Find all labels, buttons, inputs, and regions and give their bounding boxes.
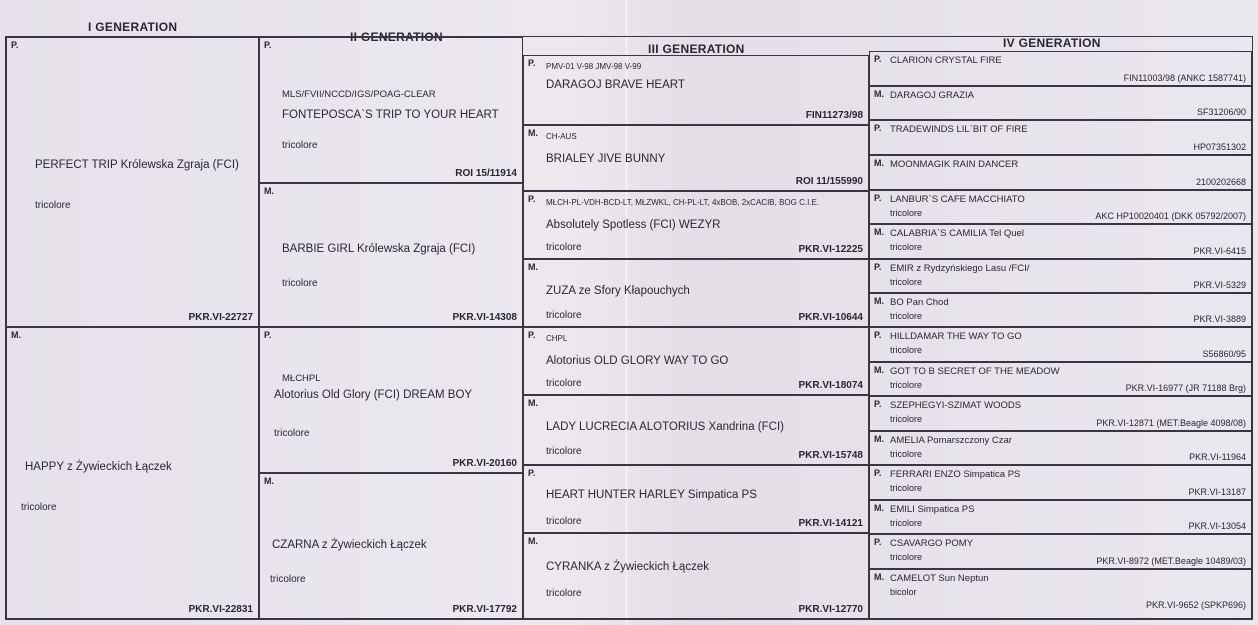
dam-marker: M. xyxy=(264,476,274,486)
g2-2-reg: PKR.VI-14308 xyxy=(452,312,517,323)
dam-marker: M. xyxy=(874,503,884,513)
g1-sire-reg: PKR.VI-22727 xyxy=(188,312,253,323)
g2-1-color: tricolore xyxy=(282,140,318,151)
g3-7-name: HEART HUNTER HARLEY Simpatica PS xyxy=(546,489,757,501)
g3-4-color: tricolore xyxy=(546,310,582,321)
g4-12-name: AMELIA Pomarszczony Czar xyxy=(890,435,1012,446)
g4-cell-4 xyxy=(869,155,1252,190)
g4-cell-2 xyxy=(869,86,1252,120)
g4-4-name: MOONMAGIK RAIN DANCER xyxy=(890,159,1019,170)
g4-5-reg: AKC HP10020401 (DKK 05792/2007) xyxy=(1095,211,1246,221)
g3-cell-6 xyxy=(523,395,869,465)
g4-12-color: tricolore xyxy=(890,449,923,459)
g3-4-reg: PKR.VI-10644 xyxy=(798,312,863,323)
sire-marker: P. xyxy=(874,193,882,203)
g4-14-reg: PKR.VI-13054 xyxy=(1188,521,1246,531)
g4-8-name: BO Pan Chod xyxy=(890,297,949,308)
g4-7-name: EMIR z Rydzyńskiego Lasu /FCI/ xyxy=(890,263,1030,274)
g3-8-color: tricolore xyxy=(546,588,582,599)
g3-4-name: ZUZA ze Sfory Kłapouchych xyxy=(546,285,690,297)
g4-14-name: EMILI Simpatica PS xyxy=(890,504,975,515)
dam-marker: M. xyxy=(528,398,538,408)
g1-sire-color: tricolore xyxy=(35,200,71,211)
g3-8-name: CYRANKA z Żywieckich Łączek xyxy=(546,561,709,573)
g1-dam-cell xyxy=(6,327,259,619)
g3-cell-8 xyxy=(523,533,869,619)
dam-marker: M. xyxy=(528,262,538,272)
g4-1-reg: FIN11003/98 (ANKC 1587741) xyxy=(1123,73,1246,83)
sire-marker: P. xyxy=(874,262,882,272)
header-generation-1: I GENERATION xyxy=(88,20,178,34)
g4-cell-1 xyxy=(869,51,1252,86)
g4-cell-14 xyxy=(869,500,1252,534)
g4-16-color: bicolor xyxy=(890,587,917,597)
g4-13-color: tricolore xyxy=(890,483,923,493)
dam-marker: M. xyxy=(874,158,884,168)
g1-sire-cell xyxy=(6,37,259,327)
sire-marker: P. xyxy=(264,330,272,340)
sire-marker: P. xyxy=(528,330,536,340)
g3-1-reg: FIN11273/98 xyxy=(805,110,863,121)
sire-marker: P. xyxy=(528,194,536,204)
g2-cell-4 xyxy=(259,473,523,619)
g4-15-color: tricolore xyxy=(890,552,923,562)
g2-1-titles: MLS/FVII/NCCD/IGS/POAG-CLEAR xyxy=(282,89,436,100)
g4-cell-8 xyxy=(869,293,1252,327)
g4-11-color: tricolore xyxy=(890,414,923,424)
sire-marker: P. xyxy=(874,468,882,478)
dam-marker: M. xyxy=(528,128,538,138)
g3-3-color: tricolore xyxy=(546,242,582,253)
g3-6-color: tricolore xyxy=(546,446,582,457)
g4-cell-11 xyxy=(869,396,1252,431)
g3-cell-5 xyxy=(523,327,869,395)
dam-marker: M. xyxy=(874,296,884,306)
g3-1-titles: PMV-01 V-98 JMV-98 V-99 xyxy=(546,62,642,71)
header-generation-2: II GENERATION xyxy=(350,30,444,44)
g2-3-name: Alotorius Old Glory (FCI) DREAM BOY xyxy=(274,389,473,401)
sire-marker: P. xyxy=(874,399,882,409)
g3-7-reg: PKR.VI-14121 xyxy=(798,518,863,529)
g4-9-reg: S56860/95 xyxy=(1202,349,1246,359)
sire-marker: P. xyxy=(528,468,536,478)
g4-11-name: SZEPHEGYI-SZIMAT WOODS xyxy=(890,400,1022,411)
g2-cell-1 xyxy=(259,37,523,183)
g4-cell-3 xyxy=(869,120,1252,155)
g4-cell-6 xyxy=(869,224,1252,259)
g4-4-reg: 2100202668 xyxy=(1195,177,1246,187)
g4-6-color: tricolore xyxy=(890,242,923,252)
header-generation-4: IV GENERATION xyxy=(1003,36,1101,50)
g4-8-reg: PKR.VI-3889 xyxy=(1193,314,1246,324)
g2-cell-3 xyxy=(259,327,523,473)
g2-1-name: FONTEPOSCA`S TRIP TO YOUR HEART xyxy=(282,109,499,121)
g4-cell-9 xyxy=(869,327,1252,362)
sire-marker: P. xyxy=(874,123,882,133)
g4-3-name: TRADEWINDS LIL`BIT OF FIRE xyxy=(890,124,1028,135)
g1-sire-name: PERFECT TRIP Królewska Zgraja (FCI) xyxy=(35,159,239,171)
g3-2-titles: CH-AUS xyxy=(546,132,577,141)
g3-5-color: tricolore xyxy=(546,378,582,389)
header-generation-3: III GENERATION xyxy=(648,42,745,56)
dam-marker: M. xyxy=(528,536,538,546)
sire-marker: P. xyxy=(528,58,536,68)
sire-marker: P. xyxy=(874,330,882,340)
g3-2-name: BRIALEY JIVE BUNNY xyxy=(546,153,666,165)
g2-4-reg: PKR.VI-17792 xyxy=(452,604,517,615)
g4-8-color: tricolore xyxy=(890,311,923,321)
g4-13-name: FERRARI ENZO Simpatica PS xyxy=(890,469,1021,480)
g3-cell-1 xyxy=(523,55,869,125)
g4-16-name: CAMELOT Sun Neptun xyxy=(890,573,989,584)
g4-15-name: CSAVARGO POMY xyxy=(890,538,974,549)
g3-6-reg: PKR.VI-15748 xyxy=(798,450,863,461)
sire-marker: P. xyxy=(874,54,882,64)
g3-8-reg: PKR.VI-12770 xyxy=(798,604,863,615)
g4-5-name: LANBUR`S CAFE MACCHIATO xyxy=(890,194,1025,205)
g4-9-name: HILLDAMAR THE WAY TO GO xyxy=(890,331,1022,342)
g4-14-color: tricolore xyxy=(890,518,923,528)
g4-9-color: tricolore xyxy=(890,345,923,355)
g3-3-reg: PKR.VI-12225 xyxy=(798,244,863,255)
g3-6-name: LADY LUCRECIA ALOTORIUS Xandrina (FCI) xyxy=(546,421,784,433)
g3-cell-7 xyxy=(523,465,869,533)
g2-4-name: CZARNA z Żywieckich Łączek xyxy=(272,539,427,551)
g4-cell-16 xyxy=(869,569,1252,619)
g3-cell-4 xyxy=(523,259,869,327)
g2-cell-2 xyxy=(259,183,523,327)
g2-3-reg: PKR.VI-20160 xyxy=(452,458,517,469)
g2-4-color: tricolore xyxy=(270,574,306,585)
dam-marker: M. xyxy=(264,186,274,196)
g4-10-name: GOT TO B SECRET OF THE MEADOW xyxy=(890,366,1060,377)
g3-cell-3 xyxy=(523,191,869,259)
g4-cell-12 xyxy=(869,431,1252,465)
g2-2-name: BARBIE GIRL Królewska Zgraja (FCI) xyxy=(282,243,476,255)
g4-6-name: CALABRIA`S CAMILIA Tel Quel xyxy=(890,228,1024,239)
g3-5-name: Alotorius OLD GLORY WAY TO GO xyxy=(546,355,729,367)
g4-cell-13 xyxy=(869,465,1252,500)
sire-marker: P. xyxy=(264,40,272,50)
g4-cell-15 xyxy=(869,534,1252,569)
g4-10-color: tricolore xyxy=(890,380,923,390)
g2-3-color: tricolore xyxy=(274,428,310,439)
g3-5-titles: CHPL xyxy=(546,334,568,343)
dam-marker: M. xyxy=(874,434,884,444)
sire-marker: P. xyxy=(11,40,19,50)
g4-12-reg: PKR.VI-11964 xyxy=(1189,452,1246,462)
g4-cell-5 xyxy=(869,190,1252,224)
g4-7-color: tricolore xyxy=(890,277,923,287)
g4-2-reg: SF31206/90 xyxy=(1196,107,1246,117)
g3-5-reg: PKR.VI-18074 xyxy=(798,380,863,391)
dam-marker: M. xyxy=(874,365,884,375)
pedigree-table xyxy=(5,36,1253,620)
sire-marker: P. xyxy=(874,537,882,547)
dam-marker: M. xyxy=(874,572,884,582)
g4-5-color: tricolore xyxy=(890,208,923,218)
g1-dam-color: tricolore xyxy=(21,502,57,513)
g3-7-color: tricolore xyxy=(546,516,582,527)
g4-10-reg: PKR.VI-16977 (JR 71188 Brg) xyxy=(1125,383,1246,393)
g4-13-reg: PKR.VI-13187 xyxy=(1188,487,1246,497)
g3-3-titles: MŁCH-PL-VDH-BCD-LT, MŁZWKL, CH-PL-LT, 4xBOB, 2xCACIB, BOG C.I.E. xyxy=(546,198,820,207)
g2-1-reg: ROI 15/11914 xyxy=(455,168,517,179)
g2-2-color: tricolore xyxy=(282,278,318,289)
g4-6-reg: PKR.VI-6415 xyxy=(1193,246,1246,256)
g4-1-name: CLARION CRYSTAL FIRE xyxy=(890,55,1002,66)
g4-cell-10 xyxy=(869,362,1252,396)
g4-16-reg: PKR.VI-9652 (SPKP696) xyxy=(1145,600,1246,610)
g2-3-titles: MŁCHPL xyxy=(282,373,321,384)
dam-marker: M. xyxy=(11,330,21,340)
dam-marker: M. xyxy=(874,227,884,237)
g3-3-name: Absolutely Spotless (FCI) WEZYR xyxy=(546,219,721,231)
g1-dam-reg: PKR.VI-22831 xyxy=(188,604,253,615)
g3-cell-2 xyxy=(523,125,869,191)
g3-1-name: DARAGOJ BRAVE HEART xyxy=(546,79,685,91)
g4-15-reg: PKR.VI-8972 (MET.Beagle 10489/03) xyxy=(1096,556,1246,566)
g4-cell-7 xyxy=(869,259,1252,293)
g3-2-reg: ROI 11/155990 xyxy=(795,176,863,187)
g4-3-reg: HP07351302 xyxy=(1193,142,1246,152)
g4-7-reg: PKR.VI-5329 xyxy=(1193,280,1246,290)
g4-2-name: DARAGOJ GRAZIA xyxy=(890,90,974,101)
g1-dam-name: HAPPY z Żywieckich Łączek xyxy=(25,461,172,473)
dam-marker: M. xyxy=(874,89,884,99)
g4-11-reg: PKR.VI-12871 (MET.Beagle 4098/08) xyxy=(1096,418,1246,428)
